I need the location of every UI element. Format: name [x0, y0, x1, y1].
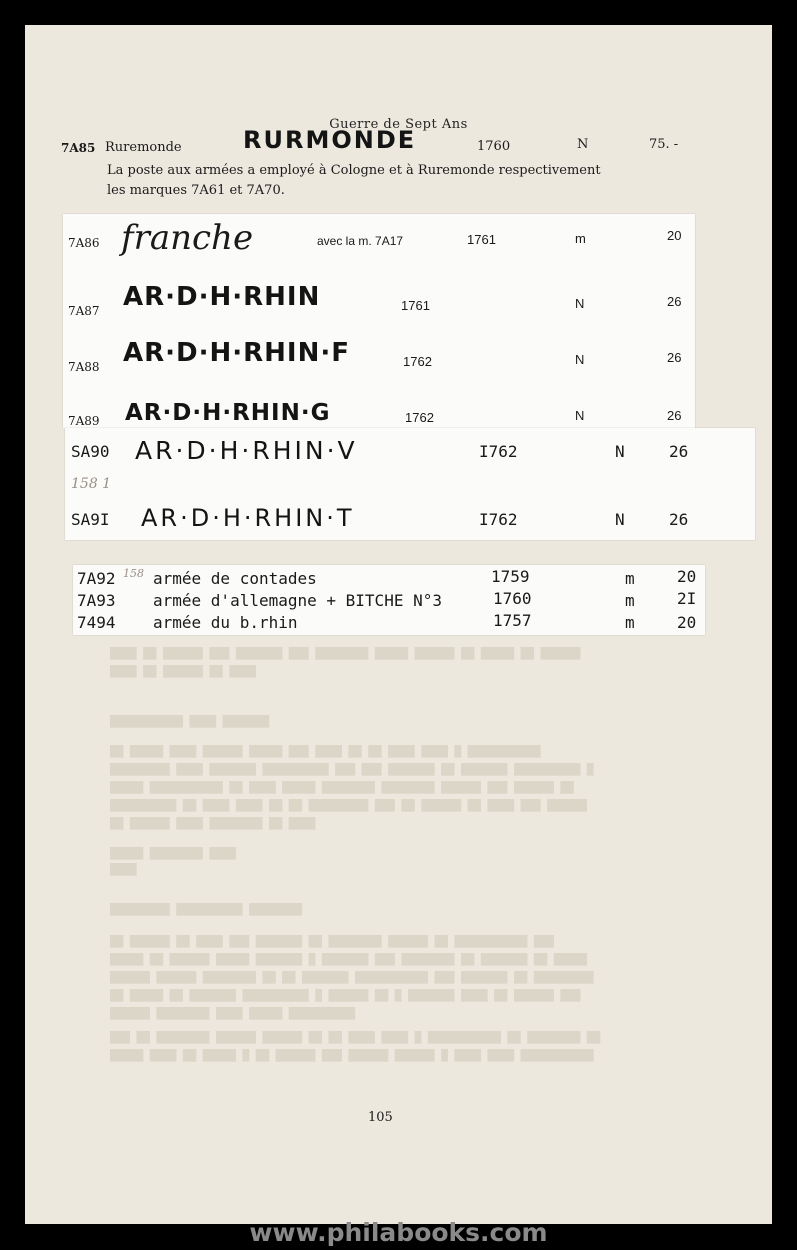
- entry-year: 1762: [405, 410, 434, 425]
- entry-text: armée du b.rhin: [153, 613, 298, 632]
- entry-code: SA9I: [71, 510, 110, 529]
- postmark-stamp: RURMONDE: [243, 126, 417, 154]
- entry-code: 7A87: [68, 304, 100, 318]
- entry-rarity: m: [575, 231, 586, 246]
- entry-rarity: N: [615, 510, 625, 529]
- entry-code: 7A86: [68, 236, 100, 250]
- postmark-stamp: AR·D·H·RHIN·F: [123, 338, 350, 368]
- postmark-stamp: franche: [121, 218, 254, 258]
- entry-year: 1761: [401, 298, 430, 313]
- entry-year: 1760: [477, 139, 511, 154]
- postmark-stamp: AR·D·H·RHIN·G: [125, 400, 331, 426]
- website-watermark[interactable]: www.philabooks.com: [249, 1218, 548, 1247]
- entry-year: 1760: [493, 589, 532, 608]
- entry-name: Ruremonde: [105, 140, 182, 155]
- entry-price: 26: [669, 510, 689, 529]
- note-line-1: La poste aux armées a employé à Cologne et à Ruremonde respectivement: [107, 163, 601, 178]
- entry-year: I762: [479, 510, 518, 529]
- entry-year: 1759: [491, 567, 530, 586]
- entry-rarity: N: [615, 442, 625, 461]
- entry-year: 1761: [467, 232, 496, 247]
- book-page: ████ ██ ██████ ███ ███████ ███ ████████ █████ ██████ ██ █████ ██ ██████ ████ ██ ██████ ██ ████ ███████████ ████ ███████ ██ █████ ████ ██████ █████ ███ ████ ██ ██ ████ ████ █ ███████████ █████████ ████ ███████ ██████████ ███ ███ ███████ ██ ███████ ██████████ █ █████ ███████████ ██ ████ █████ ████████ ████████ ██████ ███ ██████ ██ ██████████ ██ ████ ████ ██ ██ █████████ ███ ██ ██████ ██ ████ ███ ██████ ██ ██████ ████ ████████ ██ ████ █████ ████████ ████ ████ █████████ ██████████ ████████ ██ ██████ ██ ████ ███ ███████ ██ ████████ ██████ ██ ███████████ ███ █████ ██ ██████ █████ ███████ █ ███████ ███ ████████ ██ ███████ ██ █████ ██████ ██████ ████████ ██ ██ ███████ ███████████ ███ ███████ ██ █████████ ██ █████ ██ ███████ ██████████ █ ██████ ██ █ ███████ ████ ██ ██████ ███ ██████ ████████ ████ █████ ██████████ ███ ██ ████████ ██████ ██████ ██ ██ ████ ████ █ ███████████ ██ ████████ ██ █████ ████ ██ █████ █ ██ ██████ ███ ██████ ██████ █ ████ ████ ███████████ Guerre de Sept Ans 7A85 Ruremonde RURMONDE 1760 N 75. - La poste aux armées a employé à Cologne et à Ruremonde respectivement les marques 7A61 et 7A70. 7A86 franche avec la m. 7A17 1761 m 20 7A87 AR·D·H·RHIN 1761 N 26 7A88 AR·D·H·RHIN·F 1762 N 26 7A89 AR·D·H·RHIN·G 1762 N 26 SA90 AR·D·H·RHIN·V I762 N 26 158 1 SA9I AR·D·H·RHIN·T I762 N 26 7A92 158 armée de contades 1759 m 20 7A93 armée d'allemagne + BITCHE N°3 1760 m 2I 7494 armée du b.rhin 1757 m 20 105 www.philabooks.com: [25, 25, 772, 1224]
- postmark-stamp: AR·D·H·RHIN·T: [141, 504, 355, 532]
- entry-price: 26: [669, 442, 689, 461]
- entry-code: 7A85: [61, 141, 96, 155]
- entry-price: 2I: [677, 589, 697, 608]
- entry-year: I762: [479, 442, 518, 461]
- entry-rarity: m: [625, 613, 635, 632]
- entry-code: 7A92: [77, 569, 116, 588]
- handwritten-note: 158: [123, 567, 144, 580]
- entry-price: 26: [667, 294, 682, 309]
- pasted-slip: [65, 428, 755, 540]
- entry-note: avec la m. 7A17: [317, 234, 404, 248]
- entry-code: 7A89: [68, 414, 100, 428]
- entry-price: 20: [677, 613, 697, 632]
- handwritten-note: 158 1: [71, 476, 112, 492]
- entry-price: 26: [667, 408, 682, 423]
- entry-price: 20: [677, 567, 697, 586]
- entry-text: armée de contades: [153, 569, 317, 588]
- pasted-slip: [73, 565, 705, 635]
- entry-code: SA90: [71, 442, 110, 461]
- entry-price: 75. -: [649, 137, 679, 152]
- entry-code: 7A88: [68, 360, 100, 374]
- entry-year: 1762: [403, 354, 432, 369]
- entry-rarity: N: [575, 352, 585, 367]
- entry-rarity: N: [575, 408, 585, 423]
- entry-price: 20: [667, 228, 682, 243]
- entry-rarity: N: [575, 296, 585, 311]
- running-header: Guerre de Sept Ans: [329, 117, 468, 132]
- page-number: 105: [368, 1110, 393, 1125]
- entry-rarity: m: [625, 591, 635, 610]
- entry-year: 1757: [493, 611, 532, 630]
- note-line-2: les marques 7A61 et 7A70.: [107, 183, 285, 198]
- entry-rarity: m: [625, 569, 635, 588]
- entry-code: 7A93: [77, 591, 116, 610]
- postmark-stamp: AR·D·H·RHIN: [123, 282, 321, 312]
- pasted-slip: [63, 214, 695, 428]
- entry-rarity: N: [577, 137, 589, 152]
- entry-code: 7494: [77, 613, 116, 632]
- entry-price: 26: [667, 350, 682, 365]
- postmark-stamp: AR·D·H·RHIN·V: [135, 436, 358, 465]
- entry-text: armée d'allemagne + BITCHE N°3: [153, 591, 442, 610]
